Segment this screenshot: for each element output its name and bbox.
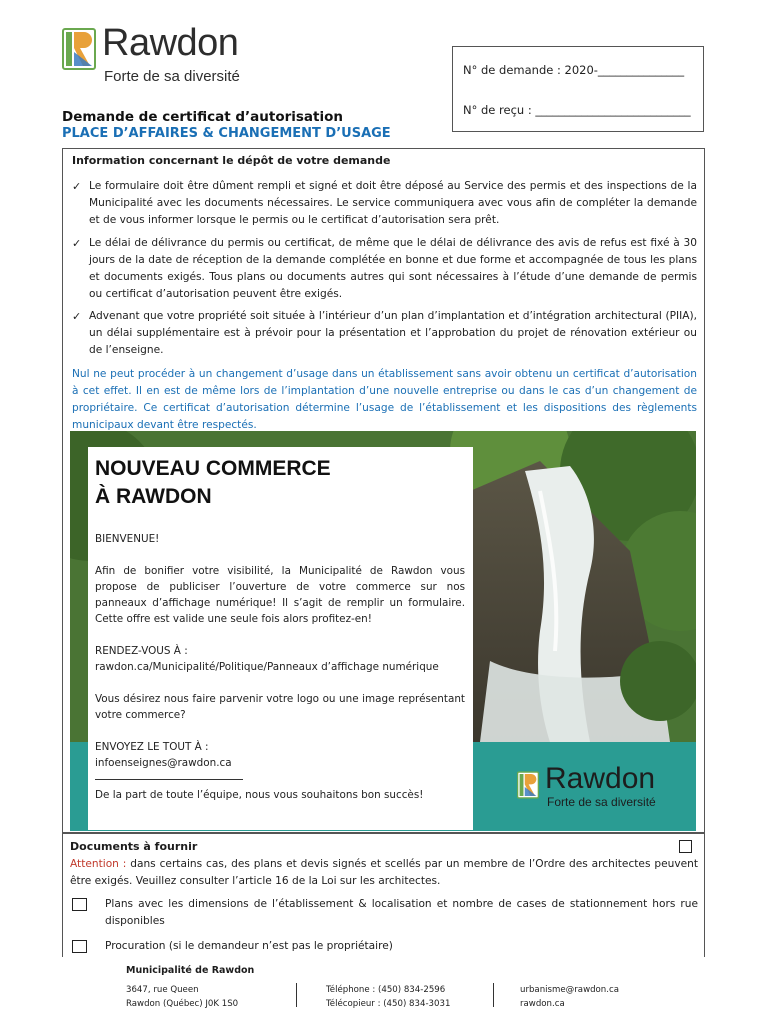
documents-attention [70, 856, 698, 890]
footer-divider [493, 983, 494, 1007]
ad-rawdon-logo [517, 762, 687, 818]
receipt-number-field[interactable]: N° de reçu : ___________________________ [463, 103, 691, 117]
document-checkbox[interactable] [72, 940, 87, 953]
document-item [70, 938, 698, 955]
rawdon-logo [62, 22, 262, 90]
logo-tagline: Forte de sa diversité [104, 68, 240, 85]
documents-heading: Documents à fournir [70, 840, 198, 853]
ad-divider [95, 779, 243, 780]
request-number-field[interactable]: N° de demande : 2020-_______________ [463, 63, 685, 77]
info-bullet-text: Le formulaire doit être dûment rempli et signé et doit être déposé au Service des permis et des inspections de la Municipalité avec les documents nécessaires. Le service communiquera avec vous afin de compléter la demande et de vous informer lorsque le permis ou le certificat d’autorisation sera prêt. [89, 180, 697, 226]
ad-logo-question: Vous désirez nous faire parvenir votre logo ou une image représentant votre commerce? [95, 693, 465, 721]
info-heading: Information concernant le dépôt de votre demande [72, 154, 391, 167]
footer-fax: Télécopieur : (450) 834-3031 [326, 999, 451, 1009]
rawdon-emblem-icon [62, 28, 96, 70]
ad-card [88, 447, 473, 830]
request-number-box [452, 46, 704, 132]
document-checkbox[interactable] [72, 898, 87, 911]
document-item-label: Plans avec les dimensions de l’établissement & localisation et nombre de cases de stationnement hors rue disponibles [105, 898, 698, 927]
document-title: Demande de certificat d’autorisation [62, 109, 343, 125]
attention-label: Attention : [70, 858, 127, 870]
info-bullet [72, 308, 697, 359]
footer-email[interactable]: urbanisme@rawdon.ca [520, 985, 619, 995]
ad-welcome: BIENVENUE! [95, 533, 160, 545]
footer-address-line2: Rawdon (Québec) J0K 1S0 [126, 999, 239, 1009]
ad-send-email[interactable]: infoenseignes@rawdon.ca [95, 757, 232, 769]
ad-send-label: ENVOYEZ LE TOUT À : [95, 741, 209, 753]
document-subtitle: PLACE D’AFFAIRES & CHANGEMENT D’USAGE [62, 126, 391, 141]
ad-logo-tagline: Forte de sa diversité [547, 795, 656, 809]
ad-intro: Afin de bonifier votre visibilité, la Municipalité de Rawdon vous propose de publiciser l’ouverture de votre commerce sur nos panneaux d’affichage numérique! Il s’agit de remplir un formulaire. Cette offre est valide une seule fois alors profitez-en! [95, 565, 465, 625]
documents-checkbox[interactable] [679, 840, 692, 853]
footer-website[interactable]: rawdon.ca [520, 999, 565, 1009]
info-bullet-text: Le délai de délivrance du permis ou certificat, de même que le délai de délivrance des avis de refus est fixé à 30 jours de la date de réception de la demande complétée en bonne et due forme et accompagnée de tous les plans et documents exigés. Tous plans ou documents autres qui sont nécessaires à l’étude d’une demande de permis ou certificat d’autorisation peuvent être exigés. [89, 237, 697, 300]
footer-contact [520, 983, 619, 1011]
change-of-use-notice: Nul ne peut procéder à un changement d’usage dans un établissement sans avoir obtenu un certificat d’autorisation à cet effet. Il en est de même lors de l’implantation d’une nouvelle entreprise ou dans le cas d’un changement de propriétaire. Ce certificat d’autorisation détermine l’usage de l’établissement et les dispositions des règlements municipaux devant être respectés. [72, 368, 697, 431]
ad-title: NOUVEAU COMMERCE À RAWDON [95, 457, 331, 508]
ad-rendezvous-link[interactable]: rawdon.ca/Municipalité/Politique/Panneaux d’affichage numérique [95, 661, 439, 673]
checkmark-icon: ✓ [72, 237, 82, 250]
footer-divider [296, 983, 297, 1007]
document-item [70, 896, 698, 930]
documents-section [62, 833, 705, 957]
document-item-label: Procuration (si le demandeur n’est pas le propriétaire) [105, 940, 393, 952]
footer-address-line1: 3647, rue Queen [126, 985, 199, 995]
logo-wordmark: Rawdon [102, 22, 239, 64]
checkmark-icon: ✓ [72, 310, 82, 323]
info-bullet [72, 235, 697, 303]
info-bullet [72, 178, 697, 229]
ad-logo-wordmark: Rawdon [545, 762, 656, 795]
attention-text: dans certains cas, des plans et devis signés et scellés par un membre de l’Ordre des architectes peuvent être exigés. Veuillez consulter l’article 16 de la Loi sur les architectes. [70, 858, 698, 887]
checkmark-icon: ✓ [72, 180, 82, 193]
info-bullet-text: Advenant que votre propriété soit située à l’intérieur d’un plan d’implantation et d’intégration architectural (PIIA), un délai supplémentaire est à prévoir pour la présentation et l’approbation du projet de rénovation extérieur ou de l’enseigne. [89, 310, 697, 356]
footer-phone: Téléphone : (450) 834-2596 [326, 985, 446, 995]
rawdon-emblem-icon [517, 770, 539, 800]
footer-address [126, 983, 238, 1011]
new-business-ad [70, 431, 696, 831]
footer-municipality: Municipalité de Rawdon [126, 965, 255, 976]
ad-rendezvous-label: RENDEZ-VOUS À : [95, 645, 188, 657]
ad-closing: De la part de toute l’équipe, nous vous souhaitons bon succès! [95, 789, 424, 801]
footer-phones [326, 983, 450, 1011]
